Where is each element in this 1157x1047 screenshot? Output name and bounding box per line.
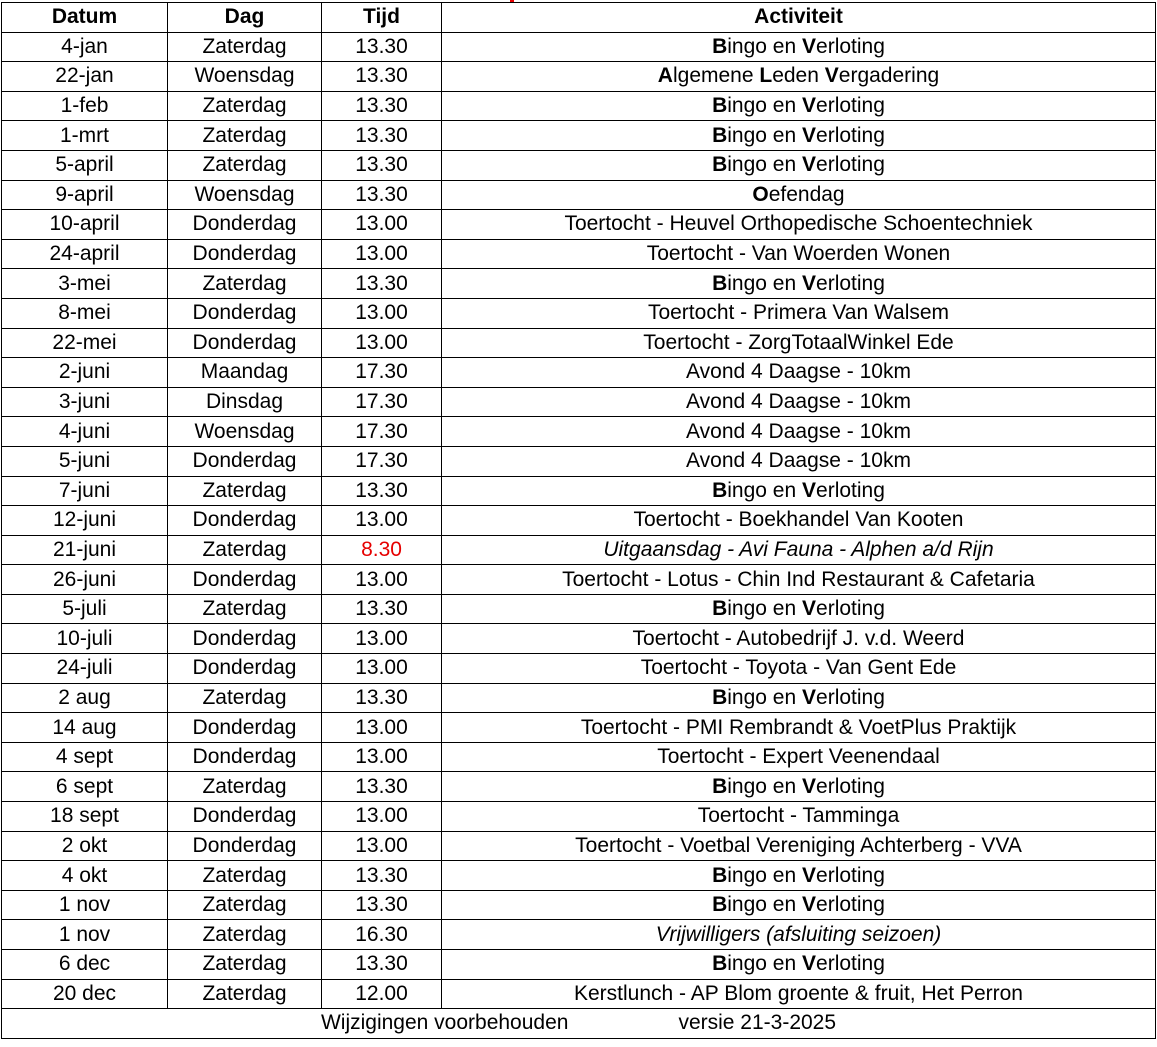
activity-word-rest: en <box>772 952 797 976</box>
table-row <box>2 950 1156 980</box>
cell-dag: Zaterdag <box>168 476 322 506</box>
activity-schedule-table <box>1 2 1156 1039</box>
cell-tijd: 12.00 <box>322 979 442 1009</box>
activity-word-rest: erloting <box>816 34 885 58</box>
cell-dag: Zaterdag <box>168 979 322 1009</box>
cell-datum: 24-april <box>2 239 168 269</box>
cell-dag: Zaterdag <box>168 91 322 121</box>
cell-activiteit: Toertocht - Voetbal Vereniging Achterberg - VVA <box>442 831 1156 861</box>
cell-datum: 5-juni <box>2 446 168 476</box>
cell-tijd: 13.00 <box>322 713 442 743</box>
activity-word-rest: en <box>772 597 797 621</box>
table-row <box>2 772 1156 802</box>
activity-word-rest: eden <box>772 64 819 88</box>
cell-datum: 4 sept <box>2 742 168 772</box>
table-row <box>2 476 1156 506</box>
activity-word-rest: ingo <box>727 893 767 917</box>
cell-activiteit: Toertocht - Heuvel Orthopedische Schoentechniek <box>442 210 1156 240</box>
cell-activiteit <box>442 180 1156 210</box>
activity-word-rest: ingo <box>727 271 767 295</box>
cell-dag: Zaterdag <box>168 890 322 920</box>
cell-dag: Zaterdag <box>168 861 322 891</box>
cell-datum: 6 dec <box>2 950 168 980</box>
cell-dag: Zaterdag <box>168 535 322 565</box>
activity-word-rest: erloting <box>816 123 885 147</box>
cell-dag: Donderdag <box>168 506 322 536</box>
table-row <box>2 802 1156 832</box>
cell-dag: Donderdag <box>168 210 322 240</box>
cell-dag: Donderdag <box>168 565 322 595</box>
cell-datum: 4-jan <box>2 32 168 62</box>
table-row <box>2 742 1156 772</box>
cell-datum: 7-juni <box>2 476 168 506</box>
cell-dag: Dinsdag <box>168 387 322 417</box>
cell-tijd: 13.30 <box>322 180 442 210</box>
cell-activiteit <box>442 91 1156 121</box>
activity-word-rest: ingo <box>727 94 767 118</box>
cell-tijd: 13.00 <box>322 624 442 654</box>
cell-datum: 2-juni <box>2 358 168 388</box>
cell-activiteit: Toertocht - Expert Veenendaal <box>442 742 1156 772</box>
cell-activiteit <box>442 950 1156 980</box>
activity-word-rest: en <box>772 34 797 58</box>
table-row <box>2 654 1156 684</box>
activity-initial: V <box>824 64 839 88</box>
activity-word-rest: en <box>772 478 797 502</box>
activity-initial: A <box>657 64 673 88</box>
activity-word-rest: erloting <box>816 94 885 118</box>
activity-word-rest: erloting <box>816 597 885 621</box>
table-row <box>2 683 1156 713</box>
table-row <box>2 594 1156 624</box>
cell-tijd: 13.00 <box>322 506 442 536</box>
activity-word-rest: erloting <box>816 893 885 917</box>
cell-activiteit <box>442 772 1156 802</box>
cell-dag: Maandag <box>168 358 322 388</box>
activity-initial: B <box>712 863 728 887</box>
cell-tijd: 13.00 <box>322 802 442 832</box>
activity-word-rest: ingo <box>727 123 767 147</box>
activity-word-rest: en <box>772 685 797 709</box>
table-row <box>2 328 1156 358</box>
table-row <box>2 32 1156 62</box>
cell-tijd: 13.30 <box>322 890 442 920</box>
cell-tijd: 13.30 <box>322 269 442 299</box>
activity-initial: V <box>802 94 817 118</box>
header-row <box>2 3 1156 33</box>
activity-initial: L <box>759 64 773 88</box>
activity-initial: B <box>712 94 728 118</box>
activity-word-rest: ingo <box>727 153 767 177</box>
activity-word-rest: erloting <box>816 774 885 798</box>
cell-activiteit <box>442 594 1156 624</box>
activity-word-rest: en <box>772 271 797 295</box>
cell-dag: Donderdag <box>168 298 322 328</box>
cell-dag: Zaterdag <box>168 269 322 299</box>
cell-dag: Donderdag <box>168 831 322 861</box>
activity-initial: B <box>712 952 728 976</box>
activity-word-rest: efendag <box>768 182 845 206</box>
table-row <box>2 861 1156 891</box>
table-row <box>2 624 1156 654</box>
cell-tijd: 13.00 <box>322 298 442 328</box>
cell-activiteit <box>442 32 1156 62</box>
cell-datum: 2 okt <box>2 831 168 861</box>
table-row <box>2 91 1156 121</box>
activity-initial: B <box>712 123 728 147</box>
cell-tijd: 13.00 <box>322 831 442 861</box>
cell-dag: Donderdag <box>168 239 322 269</box>
activity-word-rest: en <box>772 94 797 118</box>
table-row <box>2 446 1156 476</box>
cell-datum: 4-juni <box>2 417 168 447</box>
cell-datum: 8-mei <box>2 298 168 328</box>
activity-word-rest: en <box>772 863 797 887</box>
table-row <box>2 150 1156 180</box>
activity-initial: V <box>802 685 817 709</box>
cell-activiteit: Toertocht - Toyota - Van Gent Ede <box>442 654 1156 684</box>
activity-initial: V <box>802 863 817 887</box>
table-row <box>2 210 1156 240</box>
cell-tijd: 13.30 <box>322 594 442 624</box>
cell-dag: Donderdag <box>168 328 322 358</box>
activity-word-rest: ingo <box>727 774 767 798</box>
table-row <box>2 62 1156 92</box>
table-row <box>2 979 1156 1009</box>
cell-datum: 1-feb <box>2 91 168 121</box>
cell-datum: 22-jan <box>2 62 168 92</box>
cell-datum: 9-april <box>2 180 168 210</box>
cell-dag: Woensdag <box>168 62 322 92</box>
activity-initial: B <box>712 153 728 177</box>
cell-tijd: 13.30 <box>322 32 442 62</box>
activity-initial: V <box>802 123 817 147</box>
footer-note: Wijzigingen voorbehouden <box>320 1011 569 1035</box>
footer-version: versie 21-3-2025 <box>678 1011 837 1035</box>
cell-tijd: 13.30 <box>322 91 442 121</box>
cell-dag: Donderdag <box>168 624 322 654</box>
cell-activiteit: Uitgaansdag - Avi Fauna - Alphen a/d Rijn <box>442 535 1156 565</box>
cell-dag: Donderdag <box>168 742 322 772</box>
table-row <box>2 713 1156 743</box>
cell-datum: 1-mrt <box>2 121 168 151</box>
cell-datum: 20 dec <box>2 979 168 1009</box>
activity-initial: B <box>712 685 728 709</box>
activity-word-rest: en <box>772 774 797 798</box>
cell-activiteit <box>442 269 1156 299</box>
cell-activiteit <box>442 476 1156 506</box>
cell-tijd: 13.00 <box>322 210 442 240</box>
table-row <box>2 269 1156 299</box>
cell-tijd: 17.30 <box>322 417 442 447</box>
table-row <box>2 358 1156 388</box>
cell-datum: 6 sept <box>2 772 168 802</box>
cell-activiteit: Vrijwilligers (afsluiting seizoen) <box>442 920 1156 950</box>
table-row <box>2 920 1156 950</box>
activity-word-rest: ingo <box>727 34 767 58</box>
cell-activiteit: Kerstlunch - AP Blom groente & fruit, Het Perron <box>442 979 1156 1009</box>
cell-dag: Donderdag <box>168 713 322 743</box>
cell-datum: 24-juli <box>2 654 168 684</box>
activity-word-rest: erloting <box>816 478 885 502</box>
activity-word-rest: erloting <box>816 153 885 177</box>
cell-dag: Zaterdag <box>168 772 322 802</box>
cell-dag: Zaterdag <box>168 950 322 980</box>
header-datum: Datum <box>2 3 168 33</box>
activity-word-rest: ingo <box>727 952 767 976</box>
cell-tijd: 13.00 <box>322 328 442 358</box>
footer-cell <box>2 1009 1156 1039</box>
cell-datum: 10-april <box>2 210 168 240</box>
cell-tijd: 13.30 <box>322 150 442 180</box>
cell-tijd: 13.30 <box>322 476 442 506</box>
header-dag: Dag <box>168 3 322 33</box>
cell-datum: 4 okt <box>2 861 168 891</box>
table-row <box>2 298 1156 328</box>
cell-datum: 3-juni <box>2 387 168 417</box>
cell-datum: 3-mei <box>2 269 168 299</box>
header-tijd: Tijd <box>322 3 442 33</box>
activity-word-rest: erloting <box>816 271 885 295</box>
cell-dag: Zaterdag <box>168 683 322 713</box>
footer-row <box>2 1009 1156 1039</box>
activity-initial: B <box>712 478 728 502</box>
cell-activiteit: Toertocht - Primera Van Walsem <box>442 298 1156 328</box>
cell-dag: Woensdag <box>168 180 322 210</box>
activity-initial: B <box>712 34 728 58</box>
activity-word-rest: en <box>772 893 797 917</box>
cell-tijd: 13.30 <box>322 950 442 980</box>
table-row <box>2 121 1156 151</box>
cell-dag: Donderdag <box>168 802 322 832</box>
cell-tijd: 13.30 <box>322 62 442 92</box>
activity-word-rest: erloting <box>816 952 885 976</box>
table-row <box>2 180 1156 210</box>
activity-initial: V <box>802 153 817 177</box>
cell-datum: 26-juni <box>2 565 168 595</box>
activity-word-rest: lgemene <box>672 64 754 88</box>
cell-activiteit <box>442 121 1156 151</box>
activity-initial: V <box>802 34 817 58</box>
activity-word-rest: ergadering <box>838 64 940 88</box>
activity-initial: O <box>752 182 769 206</box>
cell-tijd: 17.30 <box>322 387 442 417</box>
activity-initial: V <box>802 893 817 917</box>
activity-word-rest: en <box>772 153 797 177</box>
cell-dag: Zaterdag <box>168 121 322 151</box>
activity-initial: B <box>712 597 728 621</box>
cell-tijd: 13.30 <box>322 772 442 802</box>
cell-dag: Zaterdag <box>168 32 322 62</box>
activity-word-rest: erloting <box>816 863 885 887</box>
cell-activiteit: Avond 4 Daagse - 10km <box>442 446 1156 476</box>
activity-initial: B <box>712 774 728 798</box>
cell-datum: 12-juni <box>2 506 168 536</box>
cell-tijd: 16.30 <box>322 920 442 950</box>
activity-word-rest: erloting <box>816 685 885 709</box>
cell-activiteit <box>442 62 1156 92</box>
cell-dag: Zaterdag <box>168 920 322 950</box>
cell-activiteit: Toertocht - Autobedrijf J. v.d. Weerd <box>442 624 1156 654</box>
cell-activiteit <box>442 683 1156 713</box>
cell-activiteit: Toertocht - ZorgTotaalWinkel Ede <box>442 328 1156 358</box>
cell-datum: 5-juli <box>2 594 168 624</box>
cell-datum: 1 nov <box>2 920 168 950</box>
cell-activiteit <box>442 861 1156 891</box>
cell-tijd: 13.00 <box>322 239 442 269</box>
cell-datum: 21-juni <box>2 535 168 565</box>
cell-tijd: 13.30 <box>322 861 442 891</box>
cell-tijd: 13.00 <box>322 565 442 595</box>
cell-dag: Zaterdag <box>168 150 322 180</box>
table-row <box>2 831 1156 861</box>
cell-datum: 18 sept <box>2 802 168 832</box>
table-row <box>2 387 1156 417</box>
activity-initial: V <box>802 478 817 502</box>
cell-tijd: 17.30 <box>322 446 442 476</box>
cell-datum: 2 aug <box>2 683 168 713</box>
cell-activiteit: Toertocht - Tamminga <box>442 802 1156 832</box>
cell-activiteit: Toertocht - Boekhandel Van Kooten <box>442 506 1156 536</box>
table-row <box>2 890 1156 920</box>
activity-initial: V <box>802 271 817 295</box>
activity-initial: V <box>802 597 817 621</box>
activity-word-rest: ingo <box>727 478 767 502</box>
cell-activiteit: Avond 4 Daagse - 10km <box>442 417 1156 447</box>
cell-activiteit: Avond 4 Daagse - 10km <box>442 387 1156 417</box>
cell-activiteit: Toertocht - Lotus - Chin Ind Restaurant & Cafetaria <box>442 565 1156 595</box>
cell-activiteit: Avond 4 Daagse - 10km <box>442 358 1156 388</box>
cell-datum: 1 nov <box>2 890 168 920</box>
table-row <box>2 239 1156 269</box>
cell-datum: 10-juli <box>2 624 168 654</box>
cell-tijd: 13.30 <box>322 683 442 713</box>
cell-dag: Woensdag <box>168 417 322 447</box>
activity-initial: V <box>802 952 817 976</box>
cell-dag: Zaterdag <box>168 594 322 624</box>
cell-tijd: 8.30 <box>322 535 442 565</box>
activity-initial: V <box>802 774 817 798</box>
cell-activiteit: Toertocht - PMI Rembrandt & VoetPlus Praktijk <box>442 713 1156 743</box>
cell-tijd: 17.30 <box>322 358 442 388</box>
cell-activiteit: Toertocht - Van Woerden Wonen <box>442 239 1156 269</box>
cell-dag: Donderdag <box>168 654 322 684</box>
cell-activiteit <box>442 150 1156 180</box>
cell-datum: 22-mei <box>2 328 168 358</box>
activity-initial: B <box>712 893 728 917</box>
cell-activiteit <box>442 890 1156 920</box>
activity-word-rest: ingo <box>727 597 767 621</box>
table-row <box>2 506 1156 536</box>
table-row <box>2 417 1156 447</box>
table-row <box>2 565 1156 595</box>
activity-word-rest: ingo <box>727 685 767 709</box>
cell-datum: 14 aug <box>2 713 168 743</box>
cell-tijd: 13.30 <box>322 121 442 151</box>
header-activiteit: Activiteit <box>442 3 1156 33</box>
activity-initial: B <box>712 271 728 295</box>
table-row <box>2 535 1156 565</box>
cell-datum: 5-april <box>2 150 168 180</box>
activity-word-rest: ingo <box>727 863 767 887</box>
activity-word-rest: en <box>772 123 797 147</box>
cell-tijd: 13.00 <box>322 742 442 772</box>
cell-dag: Donderdag <box>168 446 322 476</box>
cell-tijd: 13.00 <box>322 654 442 684</box>
